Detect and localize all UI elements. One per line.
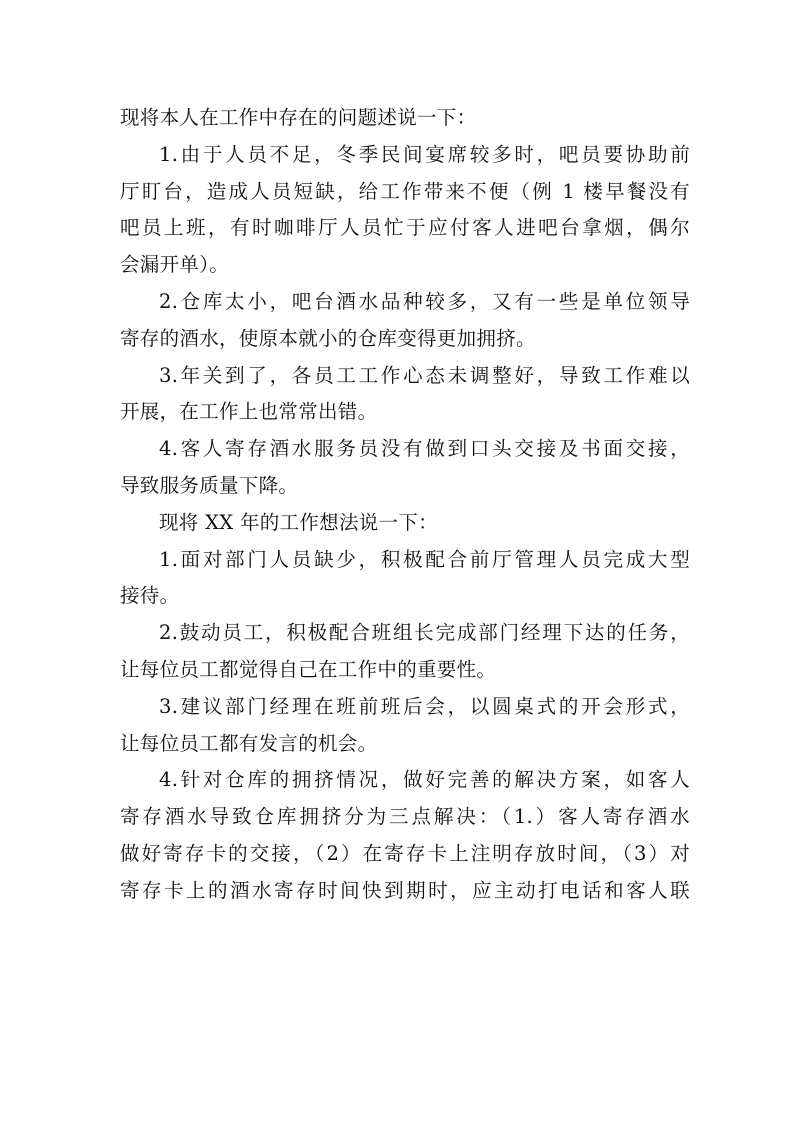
text-line: 吧员上班，有时咖啡厅人员忙于应付客人进吧台拿烟，偶尔 (120, 216, 690, 240)
paragraph-intro-ideas (120, 505, 690, 542)
text-line: 2.鼓动员工，积极配合班组长完成部门经理下达的任务， (159, 621, 690, 645)
text-line: 做好寄存卡的交接，（2）在寄存卡上注明存放时间，（3）对 (120, 841, 690, 865)
text-line: 会漏开单）。 (120, 253, 230, 277)
text-line: 让每位员工都有发言的机会。 (120, 731, 378, 755)
paragraph-idea-3 (120, 689, 690, 763)
paragraph-problem-1 (120, 137, 690, 284)
paragraph-idea-1 (120, 542, 690, 616)
text-line: 1.面对部门人员缺少，积极配合前厅管理人员完成大型 (159, 547, 690, 571)
text-line: 寄存的酒水，使原本就小的仓库变得更加拥挤。 (120, 326, 536, 350)
text-line: 厅盯台，造成人员短缺，给工作带来不便（例 1 楼早餐没有 (120, 179, 690, 203)
text-line: 让每位员工都觉得自己在工作中的重要性。 (120, 657, 497, 681)
text-line: 1.由于人员不足，冬季民间宴席较多时，吧员要协助前 (159, 142, 690, 166)
text-line: 接待。 (120, 584, 180, 608)
document-body (120, 100, 690, 910)
text-line: 3.年关到了，各员工工作心态未调整好，导致工作难以 (159, 363, 690, 387)
text-line: 寄存酒水导致仓库拥挤分为三点解决：（1.）客人寄存酒水 (120, 805, 690, 829)
text-line: 开展，在工作上也常常出错。 (120, 400, 378, 424)
text-line: 4.针对仓库的拥挤情况，做好完善的解决方案，如客人 (159, 768, 690, 792)
text-line: 现将本人在工作中存在的问题述说一下： (120, 106, 477, 129)
paragraph-problem-4 (120, 431, 690, 505)
paragraph-idea-2 (120, 615, 690, 689)
text-line: 现将 XX 年的工作想法说一下： (159, 510, 438, 534)
paragraph-idea-4 (120, 762, 690, 909)
text-line: 2.仓库太小，吧台酒水品种较多，又有一些是单位领导 (159, 289, 690, 313)
paragraph-problem-3 (120, 358, 690, 432)
text-line: 寄存卡上的酒水寄存时间快到期时，应主动打电话和客人联 (120, 878, 690, 902)
paragraph-intro-problems (120, 100, 690, 137)
text-line: 3.建议部门经理在班前班后会，以圆桌式的开会形式， (159, 694, 690, 718)
text-line: 导致服务质量下降。 (120, 473, 299, 497)
paragraph-problem-2 (120, 284, 690, 358)
text-line: 4.客人寄存酒水服务员没有做到口头交接及书面交接， (159, 437, 690, 461)
